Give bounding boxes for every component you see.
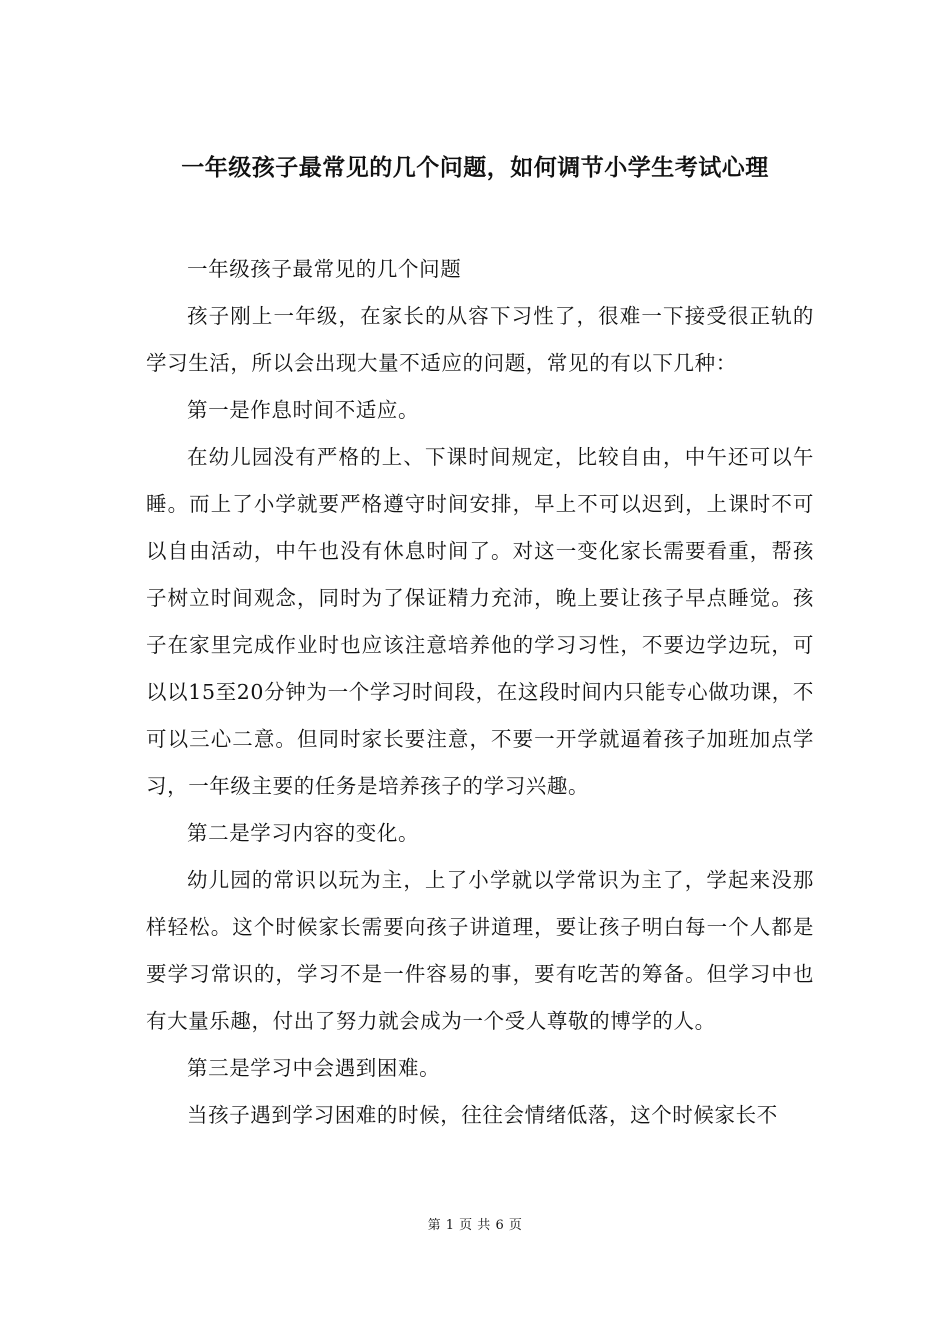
document-title: 一年级孩子最常见的几个问题，如何调节小学生考试心理: [181, 154, 769, 181]
paragraph: 当孩子遇到学习困难的时候，往往会情绪低落，这个时候家长不: [187, 1103, 778, 1127]
section-subheading: 第二是学习内容的变化。: [187, 821, 420, 845]
section-heading: 一年级孩子最常见的几个问题: [187, 257, 462, 281]
paragraph: 孩子刚上一年级，在家长的从容下习性了，很难一下接受很正轨的学习生活，所以会出现大量不适应的问题，常见的有以下几种：: [146, 304, 814, 375]
page-number-footer: 第 1 页 共 6 页: [427, 1218, 523, 1233]
section-subheading: 第一是作息时间不适应。: [187, 398, 420, 422]
paragraph: 在幼儿园没有严格的上、下课时间规定，比较自由，中午还可以午睡。而上了小学就要严格遵守时间安排，早上不可以迟到，上课时不可以自由活动，中午也没有休息时间了。对这一变化家长需要看重，帮孩子树立时间观念，同时为了保证精力充沛，晚上要让孩子早点睡觉。孩子在家里完成作业时也应该注意培养他的学习习性，不要边学边玩，可以以15至20分钟为一个学习时间段，在这段时间内只能专心做功课，不可以三心二意。但同时家长要注意，不要一开学就逼着孩子加班加点学习，一年级主要的任务是培养孩子的学习兴趣。: [146, 445, 814, 798]
section-subheading: 第三是学习中会遇到困难。: [187, 1056, 441, 1080]
paragraph: 幼儿园的常识以玩为主，上了小学就以学常识为主了，学起来没那样轻松。这个时候家长需要向孩子讲道理，要让孩子明白每一个人都是要学习常识的，学习不是一件容易的事，要有吃苦的筹备。但学习中也有大量乐趣，付出了努力就会成为一个受人尊敬的博学的人。: [146, 868, 814, 1033]
document-body: [146, 246, 814, 1139]
